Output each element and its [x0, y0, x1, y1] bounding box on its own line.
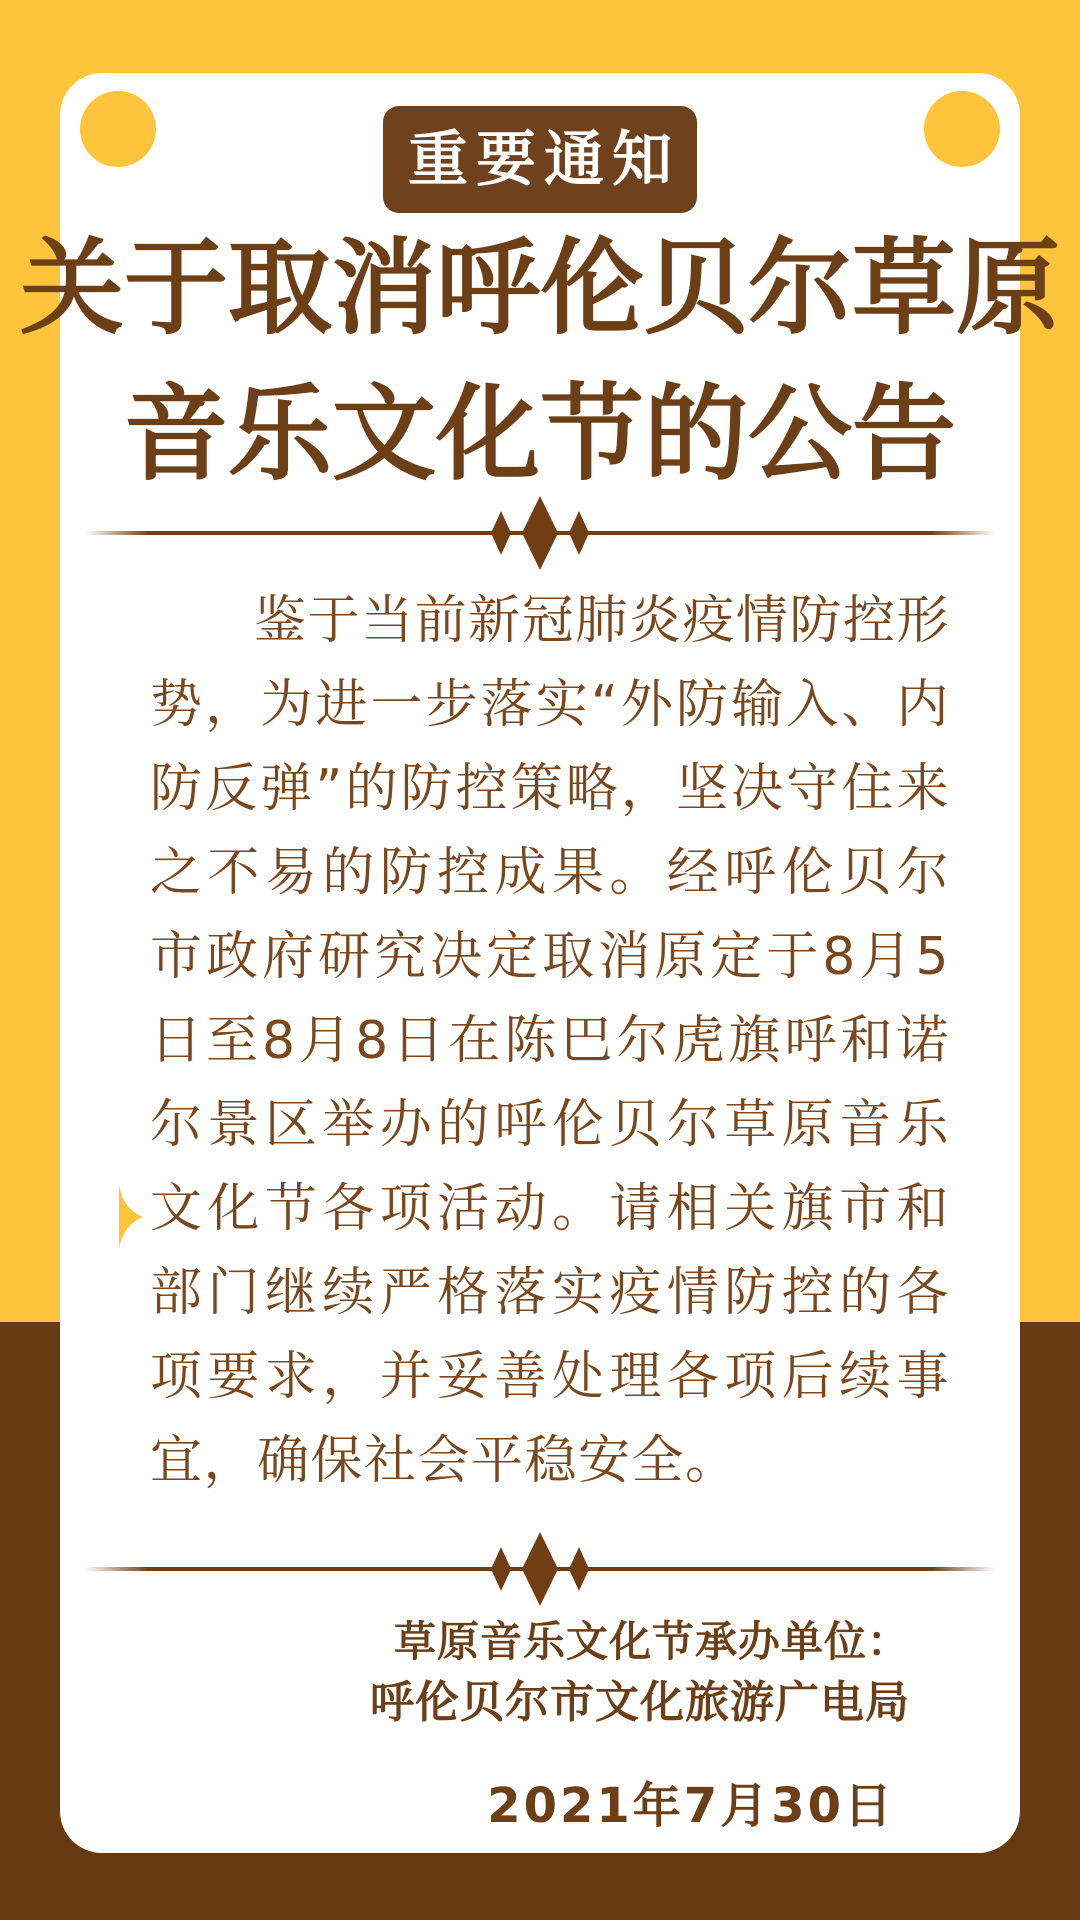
title-line-2: 音乐文化节的公告 — [123, 373, 956, 495]
decorative-dot-left-icon — [80, 91, 156, 167]
diamond-icon — [569, 511, 589, 555]
title-line-1: 关于取消呼伦贝尔草原 — [19, 227, 1060, 349]
diamond-icon — [569, 1547, 589, 1591]
body-paragraph: 鉴于当前新冠肺炎疫情防控形势，为进一步落实“外防输入、内防反弹”的防控策略，坚决守住来之不易的防控成果。经呼伦贝尔市政府研究决定取消原定于8月5日至8月8日在陈巴尔虎旗呼和诺尔景区举办的呼伦贝尔草原音乐文化节各项活动。请相关旗市和部门继续严格落实疫情防控的各项要求，并妥善处理各项后续事宜，确保社会平稳安全。 — [150, 591, 950, 1491]
important-notice-badge — [383, 106, 697, 213]
ornamental-divider-bottom — [85, 1529, 995, 1609]
organizer-label: 草原音乐文化节承办单位： — [393, 1617, 910, 1666]
notice-date: 2021年7月30日 — [487, 1778, 895, 1834]
ornamental-divider-top — [85, 493, 995, 573]
poster-title — [0, 215, 1080, 507]
footer-signature — [110, 1612, 910, 1832]
ticket-notch-right-icon — [1057, 1185, 1080, 1249]
diamond-icon — [491, 1547, 511, 1591]
diamond-icon — [491, 511, 511, 555]
diamond-icon — [522, 496, 558, 570]
badge-label: 重要通知 — [408, 124, 680, 195]
organizer-name: 呼伦贝尔市文化旅游广电局 — [370, 1677, 910, 1728]
ticket-notch-left-icon — [119, 1185, 143, 1249]
diamond-icon — [522, 1532, 558, 1606]
decorative-dot-right-icon — [924, 91, 1000, 167]
